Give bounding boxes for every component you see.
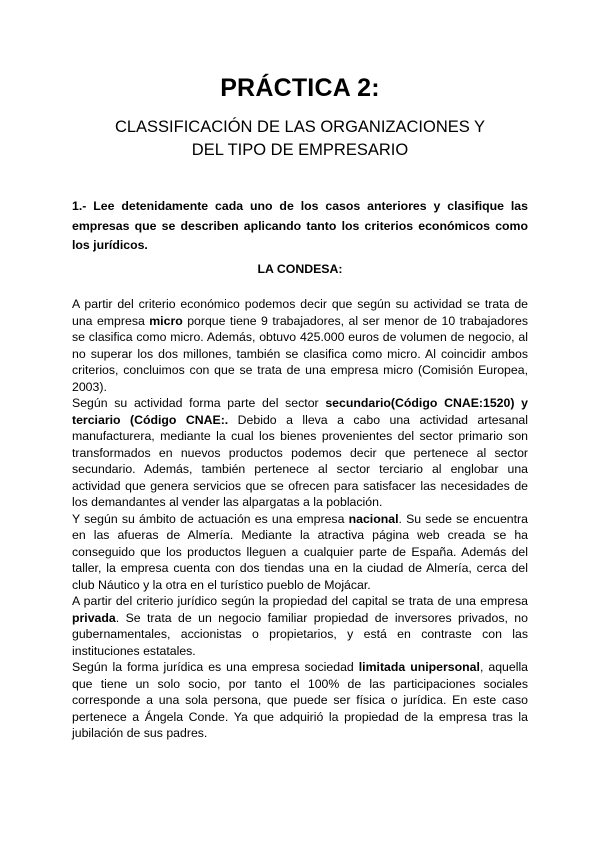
paragraph-text: porque tiene 9 trabajadores, al ser menor de 10 trabajadores se clasifica como micro. Además, obtuvo 425.000 euros de volumen de negocio, al no superar los dos millones, también se clasifica como micro. Al coincidir ambos criterios, concluimos con que se trata de una empresa micro (Comisión Europea, 2003). — [72, 313, 528, 394]
subtitle-line-1: CLASSIFICACIÓN DE LAS ORGANIZACIONES Y — [114, 118, 486, 136]
section-heading: LA CONDESA: — [257, 262, 343, 276]
subtitle-line-2: DEL TIPO DE EMPRESARIO — [191, 141, 409, 159]
page-title: PRÁCTICA 2: — [220, 74, 380, 102]
paragraph-sector — [72, 395, 528, 511]
paragraph-economic-size — [72, 296, 528, 395]
paragraph-text: A partir del criterio económico podemos decir que según su actividad se trata de una empresa — [72, 297, 528, 328]
highlight-term: limitada unipersonal — [358, 660, 480, 674]
highlight-term: secundario(Código CNAE:1520) y terciario (Código CNAE:. — [72, 396, 528, 427]
paragraph-text: Según su actividad forma parte del sector — [72, 396, 326, 410]
question-text: 1.- Lee detenidamente cada uno de los casos anteriores y clasifique las empresas que se describen aplicando tanto los criterios económicos como los jurídicos. — [72, 199, 528, 252]
highlight-term: micro — [149, 313, 183, 328]
paragraph-ownership — [72, 593, 528, 659]
paragraph-text: Debido a lleva a cabo una actividad artesanal manufacturera, mediante la cual los bienes provenientes del sector primario son transformados en nuevos productos podemos decir que pertenece al sector secundario. Además, también pertenece al sector terciario al englobar una actividad que genera servicios que se ofrecen para satisfacer las necesidades de los demandantes al vender las alpargatas a la población. — [72, 412, 529, 509]
highlight-term: privada — [72, 610, 116, 625]
paragraph-text: Y según su ámbito de actuación es una empresa — [72, 511, 349, 526]
paragraph-scope — [72, 511, 528, 594]
body-text — [72, 296, 528, 742]
paragraph-text: , aquella que tiene un solo socio, por tanto el 100% de las participaciones sociales corresponde a una sola persona, que puede ser física o jurídica. En este caso pertenece a Ángela Conde. Ya que adquirió la propiedad de la empresa tras la jubilación de sus padres. — [72, 660, 529, 740]
paragraph-text: A partir del criterio jurídico según la propiedad del capital se trata de una empresa — [72, 594, 528, 608]
highlight-term: nacional — [348, 511, 399, 526]
paragraph-text: Según la forma jurídica es una empresa sociedad — [72, 660, 359, 674]
paragraph-text: . Se trata de un negocio familiar propiedad de inversores privados, no gubernamentales, accionistas o propietarios, y está en contraste con las instituciones estatales. — [72, 610, 528, 658]
paragraph-legal-form — [72, 659, 528, 742]
paragraph-text: . Su sede se encuentra en las afueras de Almería. Mediante la atractiva página web creada se ha conseguido que los productos lleguen a cualquier parte de España. Además del taller, la empresa cuenta con dos tiendas una en la ciudad de Almería, cerca del club Náutico y la otra en el turístico pueblo de Mojácar. — [72, 511, 528, 592]
